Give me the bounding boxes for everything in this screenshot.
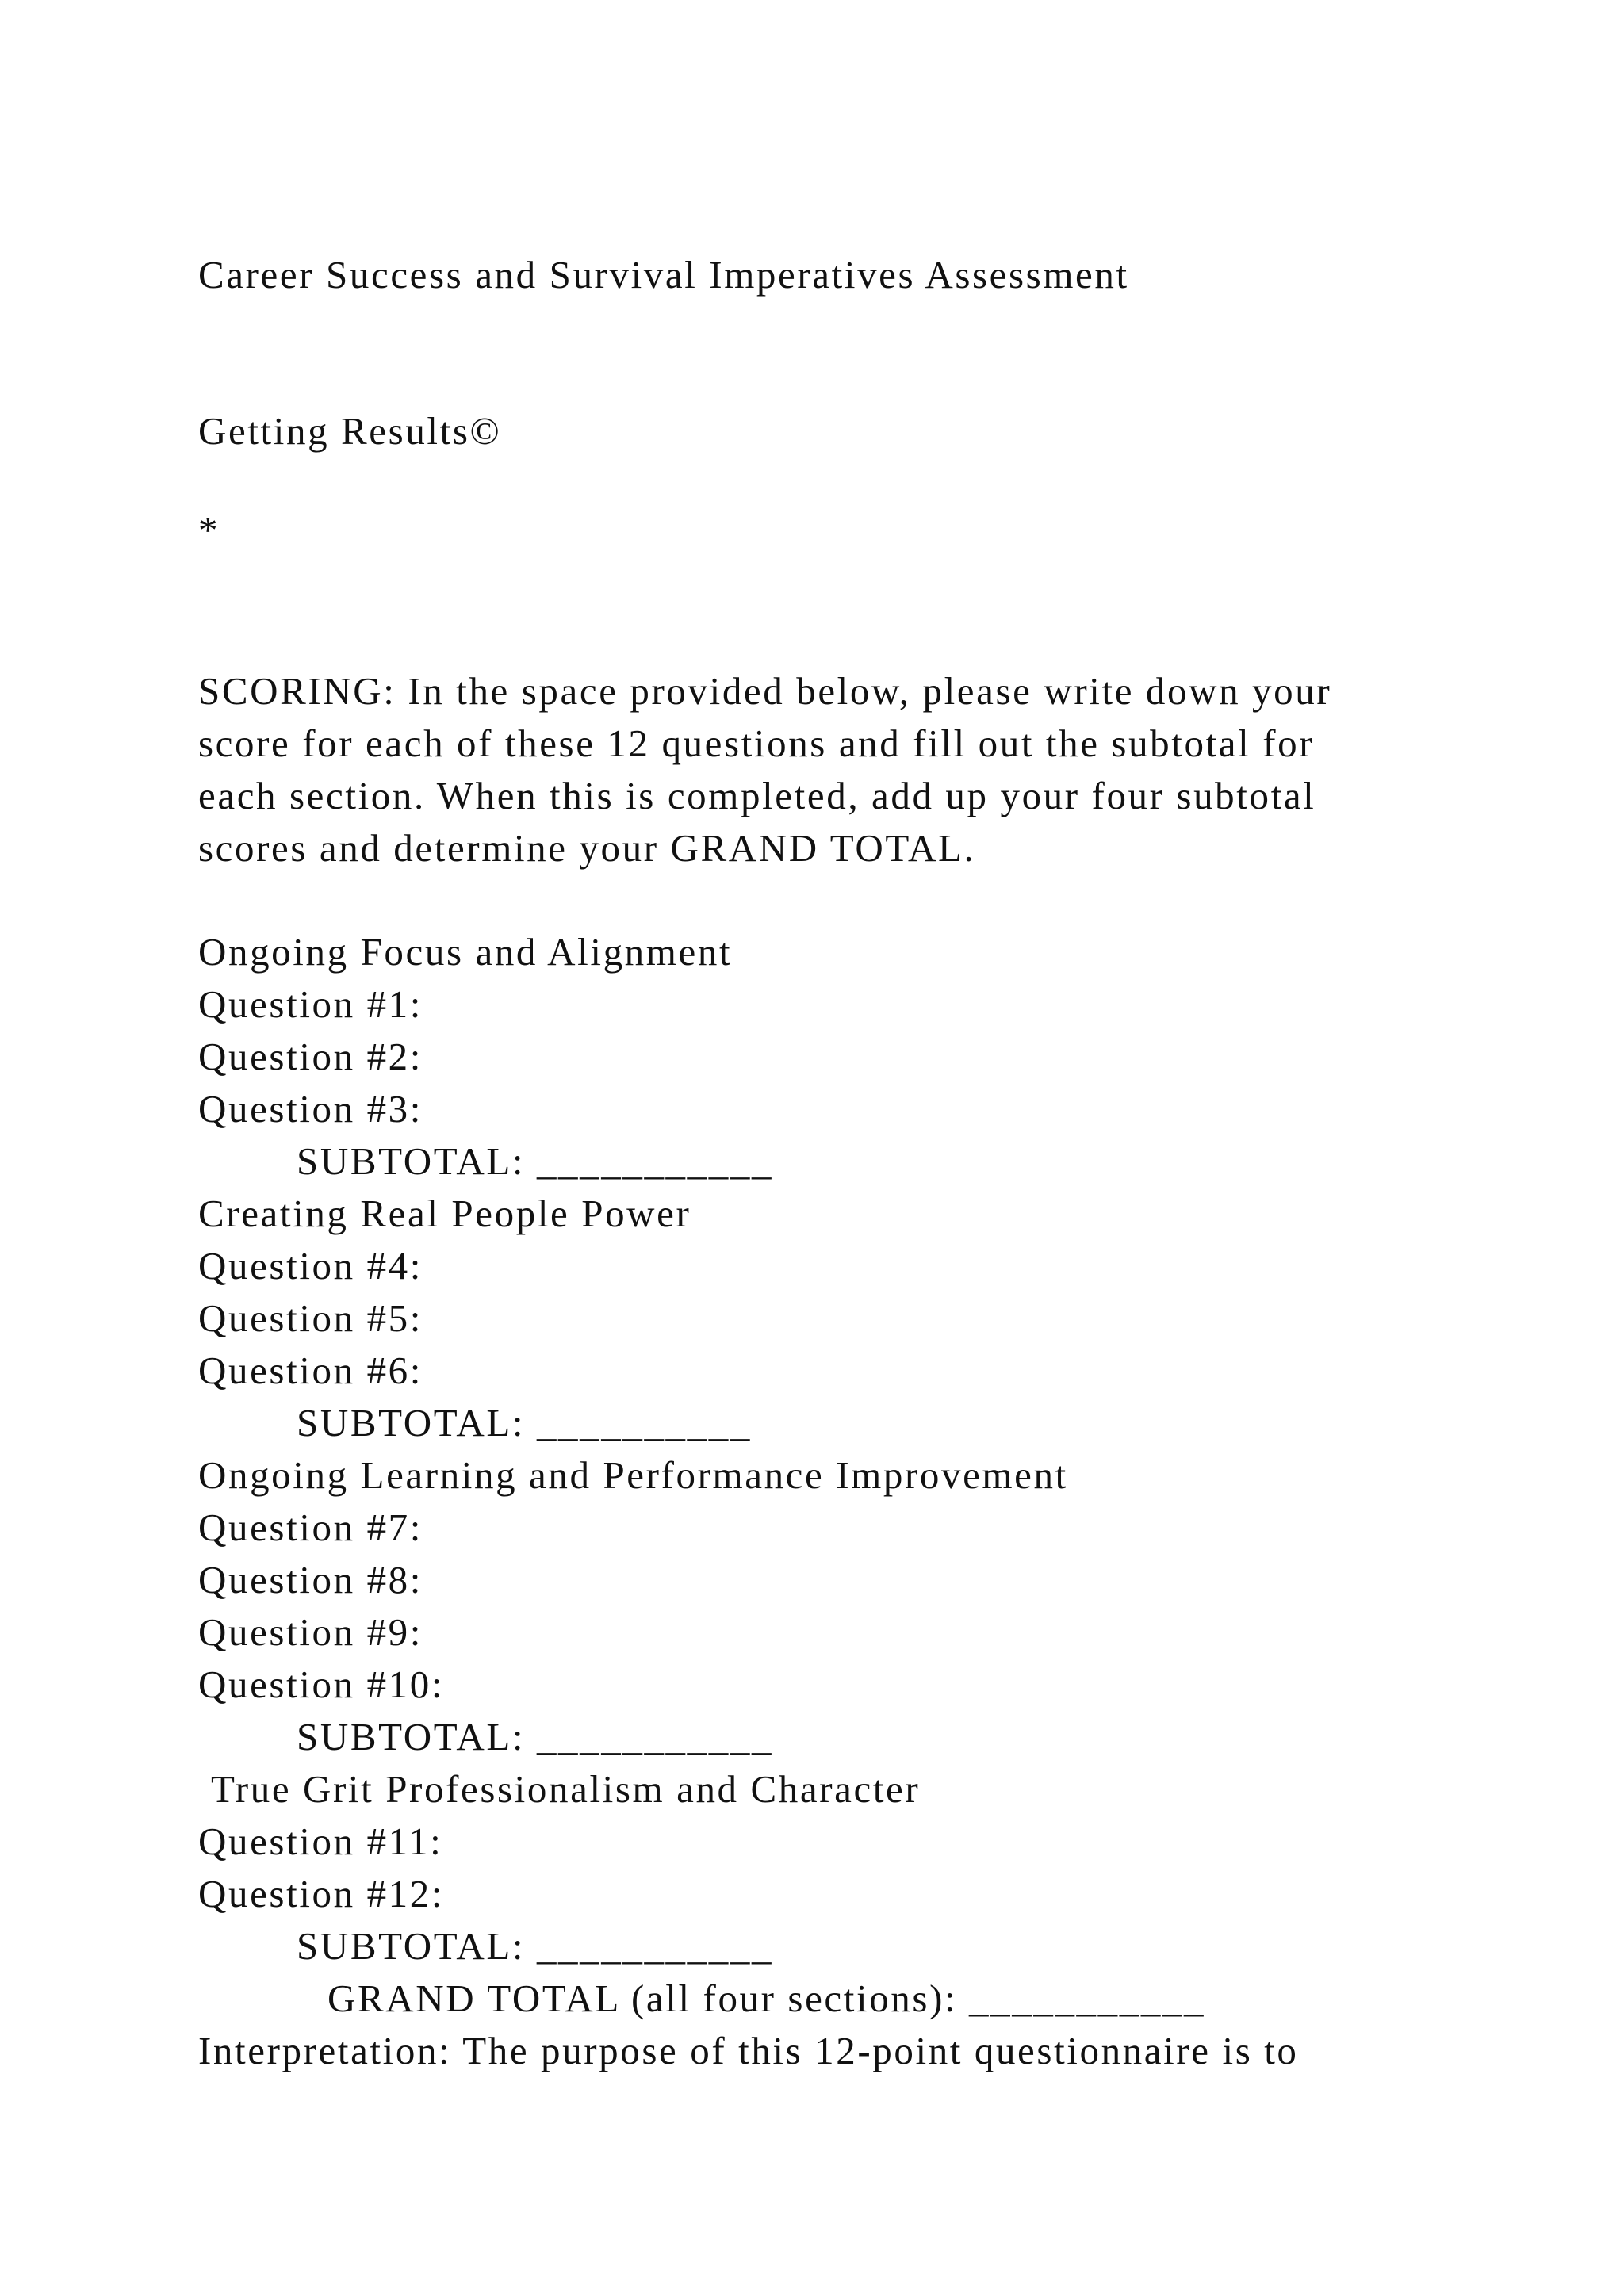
section-heading-true-grit: True Grit Professionalism and Character	[211, 1767, 921, 1811]
section-heading-focus: Ongoing Focus and Alignment	[198, 930, 733, 974]
subtotal-line: SUBTOTAL: ___________	[297, 1924, 774, 1968]
question-label: Question #12:	[198, 1872, 445, 1915]
question-label: Question #8:	[198, 1558, 423, 1601]
subtotal-line: SUBTOTAL: ___________	[297, 1139, 774, 1183]
scoring-line-4: scores and determine your GRAND TOTAL.	[198, 826, 976, 870]
question-label: Question #6:	[198, 1349, 423, 1392]
grand-total-line: GRAND TOTAL (all four sections): ___________	[327, 1976, 1206, 2020]
subtotal-line: SUBTOTAL: __________	[297, 1401, 752, 1445]
question-label: Question #11:	[198, 1820, 443, 1863]
section-heading-people-power: Creating Real People Power	[198, 1192, 691, 1235]
scoring-line-3: each section. When this is completed, add up your four subtotal	[198, 774, 1316, 817]
asterisk-marker: *	[198, 508, 220, 552]
question-label: Question #2:	[198, 1035, 423, 1078]
question-label: Question #5:	[198, 1296, 423, 1340]
interpretation-line: Interpretation: The purpose of this 12-point questionnaire is to	[198, 2029, 1299, 2072]
document-title: Career Success and Survival Imperatives Assessment	[198, 253, 1129, 297]
section-heading-learning: Ongoing Learning and Performance Improvement	[198, 1453, 1068, 1497]
question-label: Question #10:	[198, 1663, 445, 1706]
question-label: Question #4:	[198, 1244, 423, 1288]
question-label: Question #9:	[198, 1610, 423, 1654]
question-label: Question #3:	[198, 1087, 423, 1131]
subtotal-line: SUBTOTAL: ___________	[297, 1715, 774, 1758]
document-subtitle: Getting Results©	[198, 409, 502, 453]
scoring-line-2: score for each of these 12 questions and fill out the subtotal for	[198, 721, 1315, 765]
question-label: Question #7:	[198, 1506, 423, 1549]
scoring-line-1: SCORING: In the space provided below, please write down your	[198, 669, 1332, 713]
question-label: Question #1:	[198, 982, 423, 1026]
